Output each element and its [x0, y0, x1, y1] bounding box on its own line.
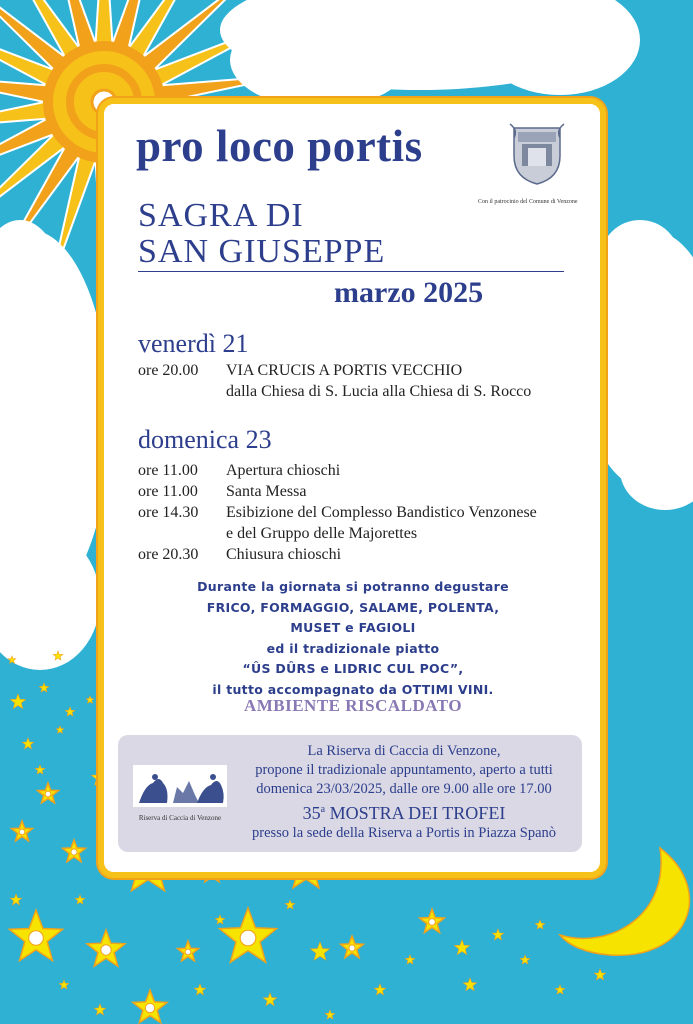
food-line: Durante la giornata si potranno degustare — [197, 579, 509, 594]
hunting-logo-icon — [133, 765, 227, 807]
heated-venue-note: AMBIENTE RISCALDATO — [243, 696, 463, 715]
schedule-time: ore 11.00 — [138, 483, 198, 500]
riserva-logo-label: Riserva di Caccia di Venzone — [138, 814, 222, 822]
schedule-desc-continued: e del Gruppo delle Majorettes — [226, 525, 418, 542]
schedule-desc: VIA CRUCIS A PORTIS VECCHIO — [226, 362, 463, 379]
day-heading: venerdì 21 — [138, 329, 249, 358]
food-line: “ÛS DÛRS e LIDRIC CUL POC”, — [242, 661, 464, 676]
schedule-item — [138, 360, 531, 402]
event-title — [138, 198, 385, 270]
patronage-note: Con il patrocinio del Comune di Venzone — [478, 199, 578, 205]
schedule-time: ore 20.00 — [138, 362, 199, 379]
schedule-desc: Chiusura chioschi — [226, 546, 342, 563]
schedule-desc: Apertura chioschi — [226, 462, 341, 479]
schedule-desc: Esibizione del Complesso Bandistico Venzonese — [226, 504, 537, 521]
day-heading: domenica 23 — [138, 425, 272, 454]
schedule-item — [138, 481, 306, 502]
schedule-item — [138, 502, 537, 544]
exhibit-number: 35 — [302, 803, 321, 823]
riserva-line: propone il tradizionale appuntamento, aperto a tutti — [255, 762, 553, 778]
riserva-location: presso la sede della Riserva a Portis in Piazza Spanò — [251, 825, 557, 841]
brand-title: pro loco portis — [136, 121, 423, 171]
schedule-time: ore 20.30 — [138, 546, 199, 563]
event-month: marzo 2025 — [334, 276, 484, 309]
schedule-desc: Santa Messa — [226, 483, 307, 500]
crest-icon — [508, 122, 566, 186]
schedule-time: ore 11.00 — [138, 462, 198, 479]
schedule-item — [138, 544, 341, 565]
riserva-line: La Riserva di Caccia di Venzone, — [307, 743, 501, 759]
schedule-time: ore 14.30 — [138, 504, 199, 521]
schedule-desc-continued: dalla Chiesa di S. Lucia alla Chiesa di S. Rocco — [226, 383, 532, 400]
food-menu — [140, 577, 566, 700]
exhibit-name: MOSTRA DEI TROFEI — [325, 803, 506, 823]
riserva-line: domenica 23/03/2025, dalle ore 9.00 alle ore 17.00 — [256, 781, 552, 797]
riserva-logo — [133, 765, 227, 822]
exhibit-ordinal: a — [320, 804, 326, 815]
food-line: MUSET e FAGIOLI — [290, 620, 416, 635]
riserva-text — [238, 742, 570, 843]
event-title-line: SAN GIUSEPPE — [138, 233, 386, 270]
food-line: il tutto accompagnato da OTTIMI VINI. — [212, 681, 494, 697]
event-title-line: SAGRA DI — [138, 197, 304, 234]
exhibit-title — [238, 799, 570, 824]
title-divider — [138, 271, 564, 272]
food-line: ed il tradizionale piatto — [266, 640, 440, 656]
food-line: FRICO, FORMAGGIO, SALAME, POLENTA, — [206, 599, 500, 615]
schedule-item — [138, 460, 340, 481]
